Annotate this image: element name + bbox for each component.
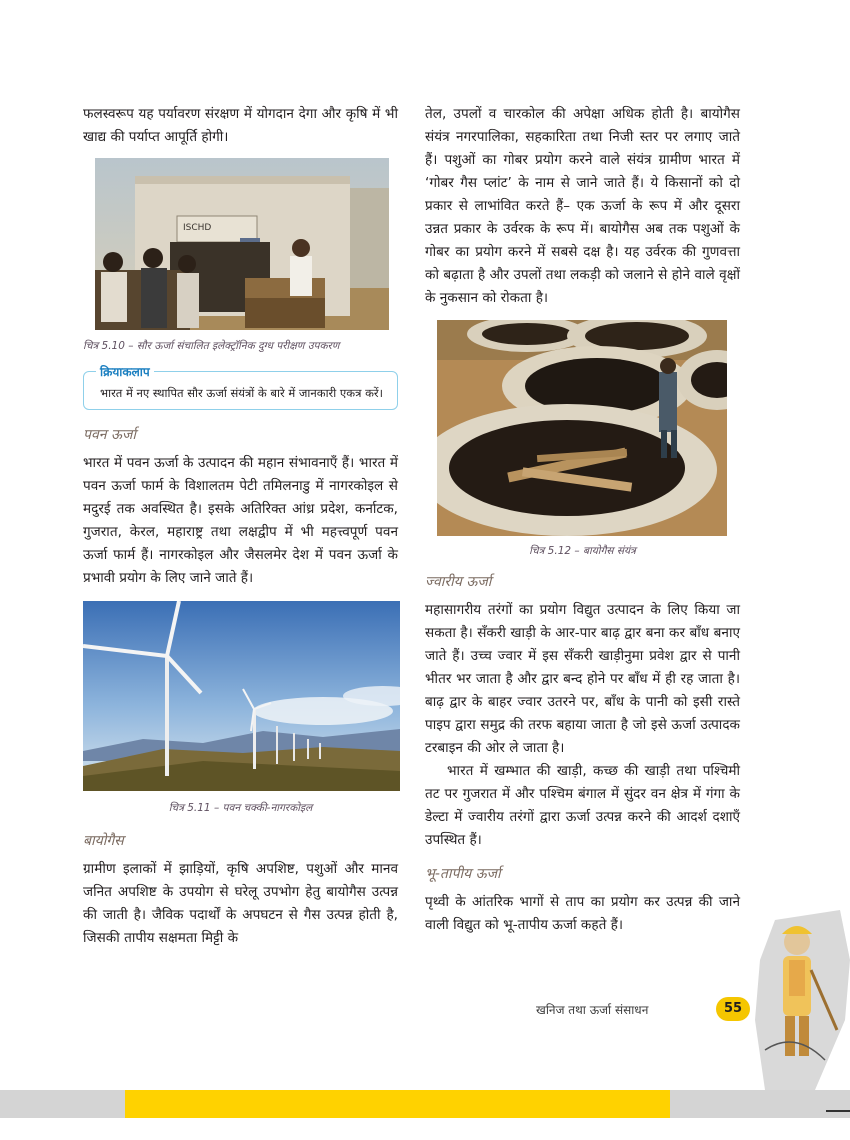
fig-5-11-caption: चित्र 5.11 – पवन चक्की-नागरकोइल [168,802,313,814]
biogas-plant-photo [437,320,727,536]
tidal-energy-heading: ज्वारीय ऊर्जा [425,574,492,590]
left-column [83,103,398,950]
tidal-energy-paragraph-1: महासागरीय तरंगों का प्रयोग विद्युत उत्पादन के लिए किया जा सकता है। सँकरी खाड़ी के आर-पार बाढ़ द्वार बना कर बाँध बनाए जाते हैं। उच्च ज्वार में इस सँकरी खाड़ीनुमा प्रवेश द्वार से पानी भीतर भर जाता है और द्वार बन्द होने पर बाँध में ही रह जाता है। बाढ़ द्वार के बाहर ज्वार उतरने पर, बाँध के पानी को इसी रास्ते पाइप द्वारा समुद्र की तरफ बहाया जाता है जो इसे ऊर्जा उत्पादक टरबाइन की ओर ले जाता है। [425,602,740,756]
footer-yellow-band [125,1090,670,1118]
page-number: 55 [716,997,750,1021]
activity-title: क्रियाकलाप [96,363,154,380]
solar-milk-testing-photo [95,158,389,330]
biogas-paragraph: ग्रामीण इलाकों में झाड़ियों, कृषि अपशिष्ट, पशुओं और मानव जनित अपशिष्ट के उपयोग से घरेलू उपभोग हेतु बायोगैस उत्पन्न की जाती है। जैविक पदार्थों के अपघटन से गैस उत्पन्न होती है, जिसकी तापीय सक्षमता मिट्टी के [83,861,398,946]
fig-5-12-caption: चित्र 5.12 – बायोगैस संयंत्र [529,545,636,557]
footer-rule [826,1110,850,1112]
biogas-heading: बायोगैस [83,833,124,849]
activity-box [83,365,398,410]
fig-5-10-caption: चित्र 5.10 – सौर ऊर्जा संचालित इलेक्ट्रॉनिक दुग्ध परीक्षण उपकरण [83,340,340,352]
wind-energy-heading: पवन ऊर्जा [83,427,136,443]
activity-text: भारत में नए स्थापित सौर ऊर्जा संयंत्रों के बारे में जानकारी एकत्र करें। [100,386,383,400]
ischd-sign: ISCHD [183,223,212,233]
intro-paragraph: फलस्वरूप यह पर्यावरण संरक्षण में योगदान देगा और कृषि में भी खाद्य की पर्याप्त आपूर्ति होगी। [83,106,398,145]
right-column [425,103,740,937]
wind-energy-paragraph: भारत में पवन ऊर्जा के उत्पादन की महान संभावनाएँ हैं। भारत में पवन ऊर्जा फार्म के विशालतम पेटी तमिलनाडु में नागरकोइल से मदुरई तक अवस्थित है। इसके अतिरिक्त आंध्र प्रदेश, कर्नाटक, गुजरात, केरल, महाराष्ट्र तथा लक्षद्वीप में भी महत्त्वपूर्ण पवन ऊर्जा फार्म हैं। नागरकोइल और जैसलमेर देश में पवन ऊर्जा के प्रभावी प्रयोग के लिए जाने जाते हैं। [83,455,399,586]
geothermal-heading: भू-तापीय ऊर्जा [425,866,501,882]
tidal-energy-paragraph-2: भारत में खम्भात की खाड़ी, कच्छ की खाड़ी तथा पश्चिमी तट पर गुजरात में और पश्चिम बंगाल में सुंदर वन क्षेत्र में गंगा के डेल्टा में ज्वारीय तरंगों द्वारा ऊर्जा उत्पन्न करने की आदर्श दशाएँ उपस्थित हैं। [425,763,740,848]
chapter-title: खनिज तथा ऊर्जा संसाधन [536,1003,649,1017]
biogas-continued-paragraph: तेल, उपलों व चारकोल की अपेक्षा अधिक होती है। बायोगैस संयंत्र नगरपालिका, सहकारिता तथा निजी स्तर पर लगाए जाते हैं। पशुओं का गोबर प्रयोग करने वाले संयंत्र ग्रामीण भारत में ‘गोबर गैस प्लांट’ के नाम से जाने जाते हैं। ये किसानों को दो प्रकार से लाभांवित करते हैं– एक ऊर्जा के रूप में और दूसरा उन्नत प्रकार के उर्वरक के रूप में। बायोगैस अब तक पशुओं के गोबर का प्रयोग करने में सबसे दक्ष है। यह उर्वरक की गुणवत्ता को बढ़ाता है और उपलों तथा लकड़ी को जलाने से होने वाले वृक्षों के नुकसान को रोकता है। [425,106,740,306]
worker-illustration [745,900,850,1095]
wind-farm-photo [83,601,400,791]
geothermal-paragraph: पृथ्वी के आंतरिक भागों से ताप का प्रयोग कर उत्पन्न की जाने वाली विद्युत को भू-तापीय ऊर्जा कहते हैं। [425,894,740,933]
